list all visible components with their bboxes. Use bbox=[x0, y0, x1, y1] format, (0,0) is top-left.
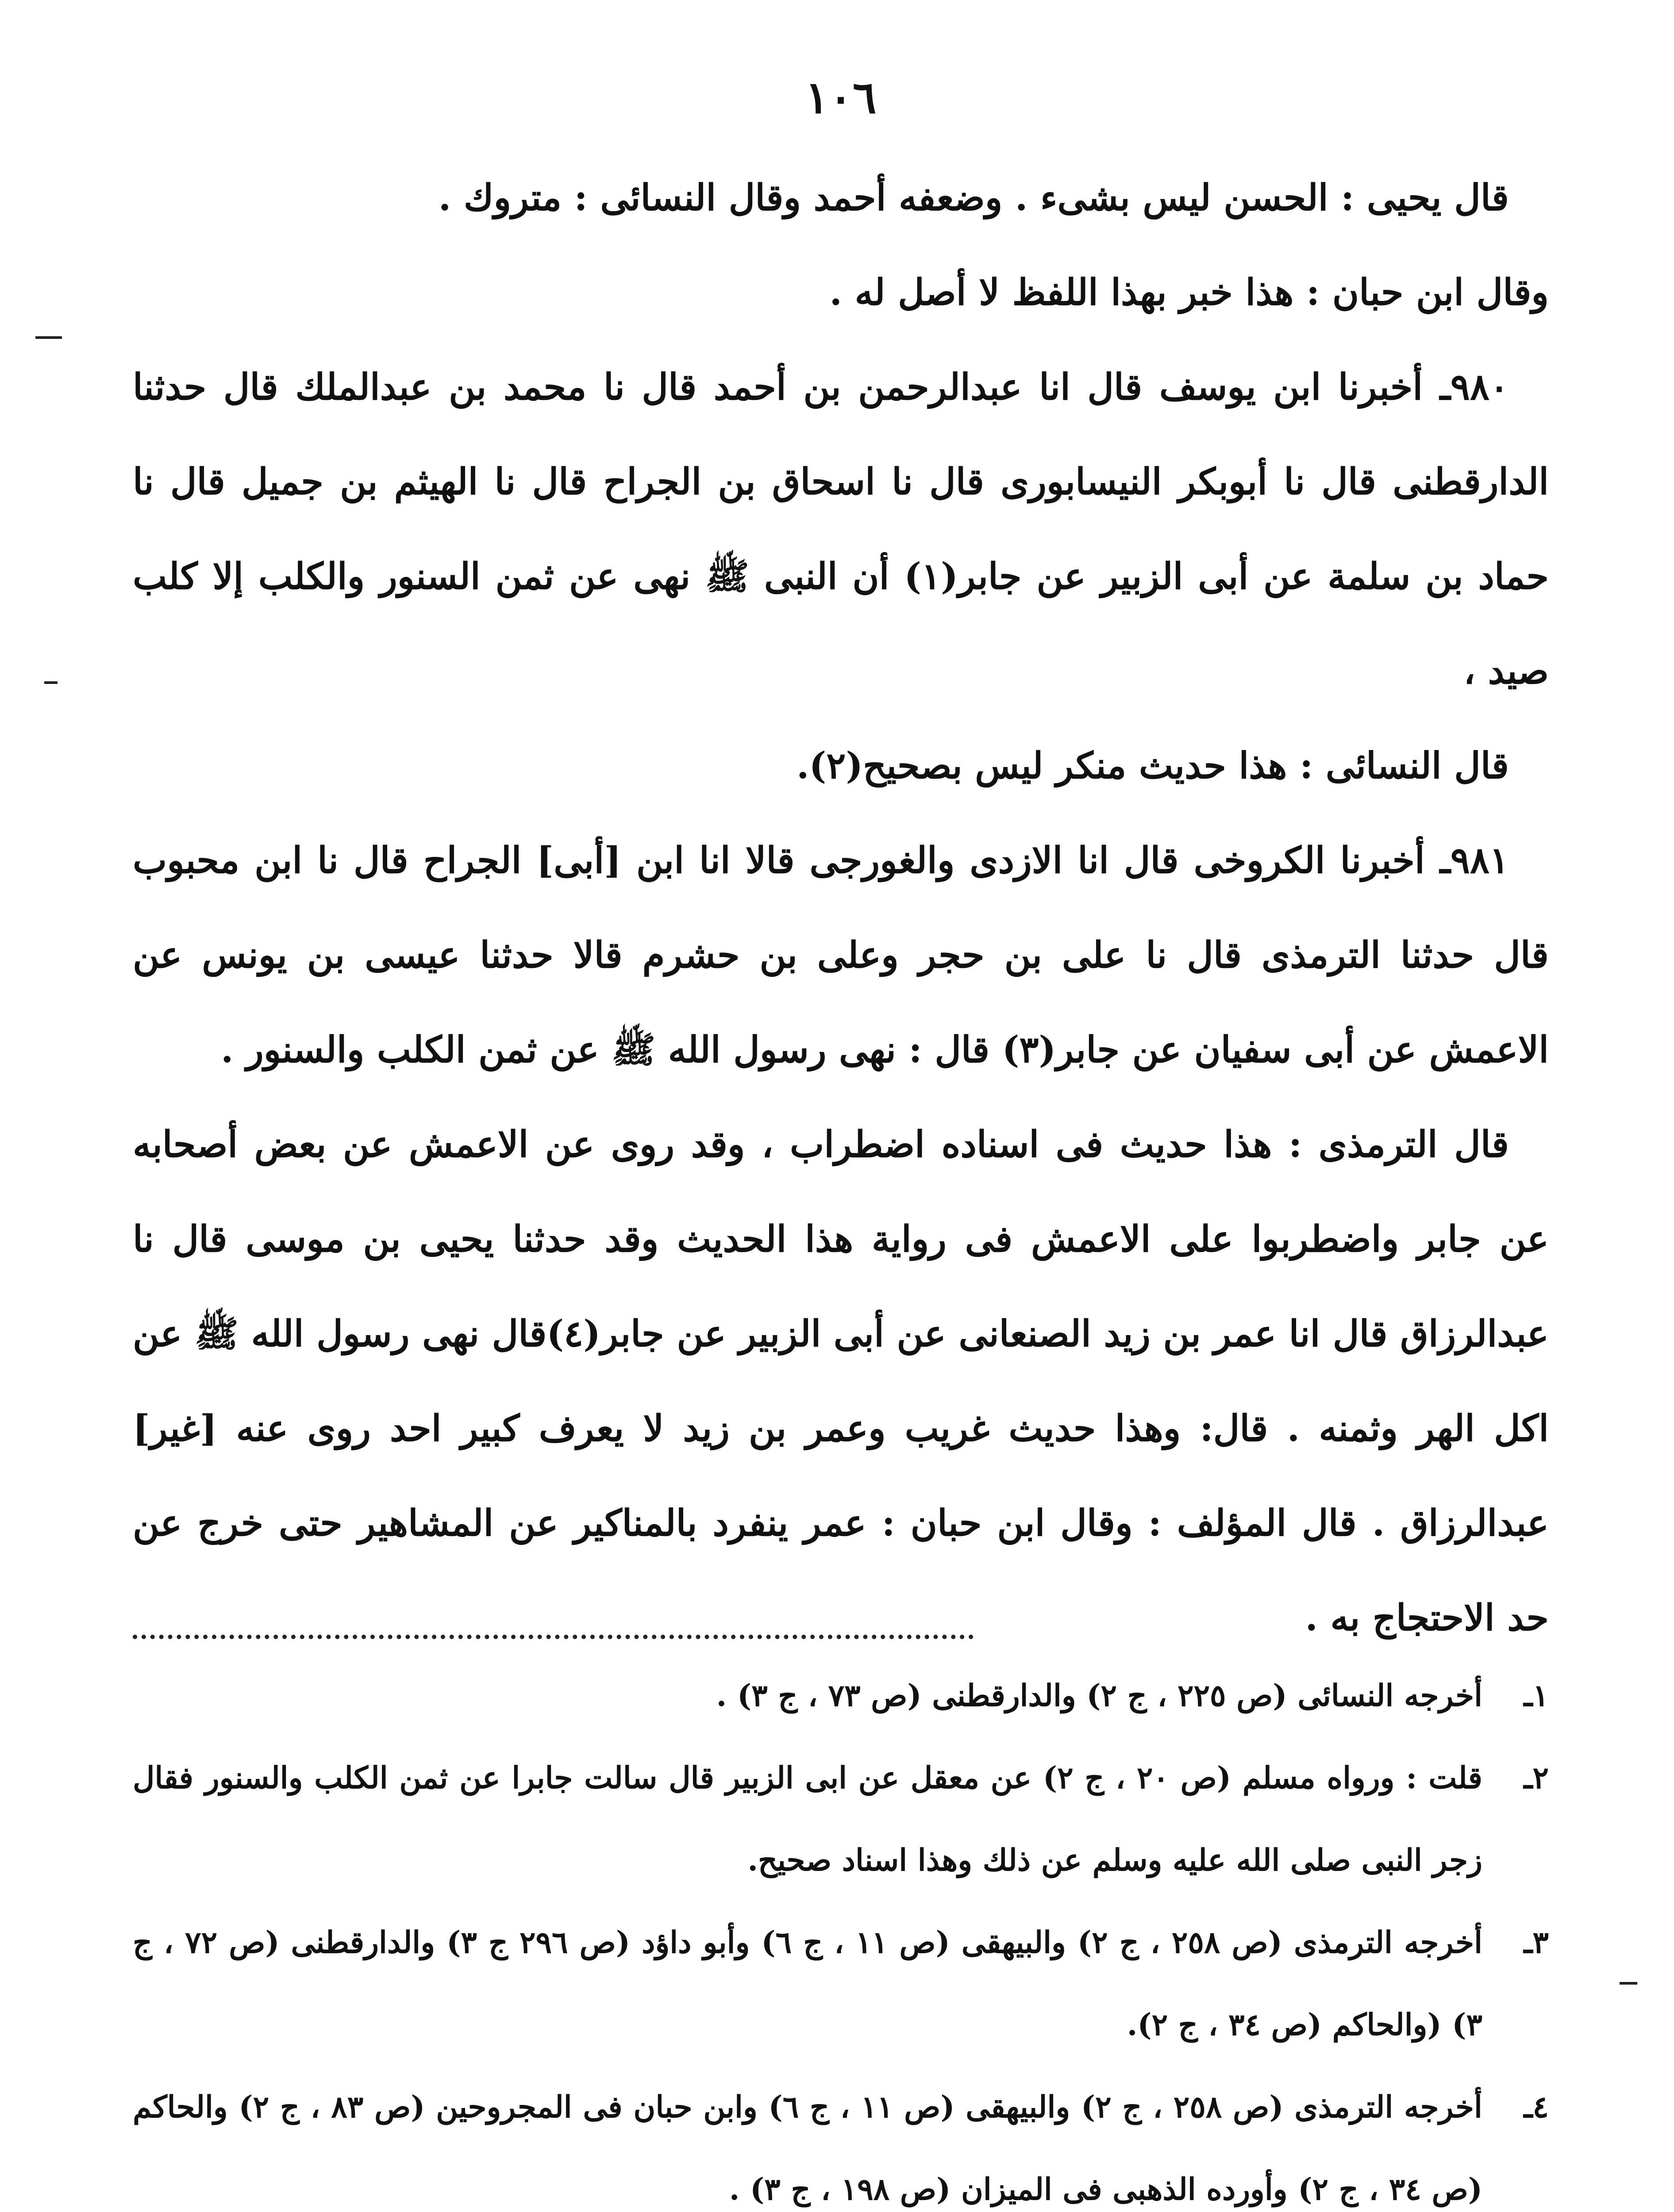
footnote bbox=[133, 1737, 1549, 1901]
footnote bbox=[133, 1901, 1549, 2066]
paragraph: ٩٨٠ـ أخبرنا ابن يوسف قال انا عبدالرحمن بن أحمد قال نا محمد بن عبدالملك قال حدثنا الدارقطنى قال نا أبوبكر النيسابورى قال نا اسحاق بن الجراح قال نا الهيثم بن جميل قال نا حماد بن سلمة عن أبى الزبير عن جابر(١) أن النبى ﷺ نهى عن ثمن السنور والكلب إلا كلب صيد ، bbox=[133, 366, 1549, 692]
footnote-text: أخرجه الترمذى (ص ٢٥٨ ، ج ٢) والبيهقى (ص ١١ ، ج ٦) وأبو داؤد (ص ٢٩٦ ج ٣) والدارقطنى (ص ٧٢ ، ج ٣) (والحاكم (ص ٣٤ ، ج ٢). bbox=[133, 1925, 1482, 2043]
footnote-separator bbox=[133, 1635, 974, 1639]
margin-mark bbox=[44, 681, 58, 684]
footnote-text: أخرجه النسائى (ص ٢٢٥ ، ج ٢) والدارقطنى (ص ٧٣ ، ج ٣) . bbox=[716, 1678, 1482, 1713]
footnote bbox=[133, 1655, 1549, 1737]
footnote-number: ١ـ bbox=[1524, 1678, 1549, 1713]
footnote-text: قلت : ورواه مسلم (ص ٢٠ ، ج ٢) عن معقل عن ابى الزبير قال سالت جابرا عن ثمن الكلب والسنور فقال زجر النبى صلى الله عليه وسلم عن ذلك وهذا اسناد صحيح. bbox=[133, 1760, 1482, 1878]
main-text bbox=[133, 150, 1549, 1665]
margin-mark bbox=[35, 336, 62, 339]
margin-mark bbox=[1620, 1982, 1637, 1985]
document-page bbox=[133, 66, 1549, 2212]
paragraph: قال الترمذى : هذا حديث فى اسناده اضطراب ، وقد روى عن الاعمش عن بعض أصحابه عن جابر واضطربوا على الاعمش فى رواية هذا الحديث وقد حدثنا يحيى بن موسى قال نا عبدالرزاق قال انا عمر بن زيد الصنعانى عن أبى الزبير عن جابر(٤)قال نهى رسول الله ﷺ عن اكل الهر وثمنه . قال: وهذا حديث غريب وعمر بن زيد لا يعرف كبير احد روى عنه [غير] عبدالرزاق . قال المؤلف : وقال ابن حبان : عمر ينفرد بالمناكير عن المشاهير حتى خرج عن حد الاحتجاج به . bbox=[133, 1123, 1549, 1639]
footnote-number: ٣ـ bbox=[1524, 1925, 1549, 1960]
footnote bbox=[133, 2066, 1549, 2212]
paragraph: وقال ابن حبان : هذا خبر بهذا اللفظ لا أصل له . bbox=[829, 271, 1549, 314]
footnote-text: أخرجه الترمذى (ص ٢٥٨ ، ج ٢) والبيهقى (ص ١١ ، ج ٦) وابن حبان فى المجروحين (ص ٨٣ ، ج ٢) والحاكم (ص ٣٤ ، ج ٢) وأورده الذهبى فى الميزان (ص ١٩٨ ، ج ٣) . bbox=[133, 2089, 1482, 2207]
paragraph: ٩٨١ـ أخبرنا الكروخى قال انا الازدى والغورجى قالا انا ابن [أبى] الجراح قال نا ابن محبوب قال حدثنا الترمذى قال نا على بن حجر وعلى بن حشرم قالا حدثنا عيسى بن يونس عن الاعمش عن أبى سفيان عن جابر(٣) قال : نهى رسول الله ﷺ عن ثمن الكلب والسنور . bbox=[133, 839, 1549, 1071]
paragraph: قال يحيى : الحسن ليس بشىء . وضعفه أحمد وقال النسائى : متروك . bbox=[438, 177, 1509, 219]
footnote-number: ٤ـ bbox=[1524, 2089, 1549, 2125]
paragraph: قال النسائى : هذا حديث منكر ليس بصحيح(٢). bbox=[796, 745, 1509, 787]
footnote-number: ٢ـ bbox=[1524, 1760, 1549, 1796]
page-number: ١٠٦ bbox=[805, 71, 877, 123]
footnotes bbox=[133, 1655, 1549, 2212]
